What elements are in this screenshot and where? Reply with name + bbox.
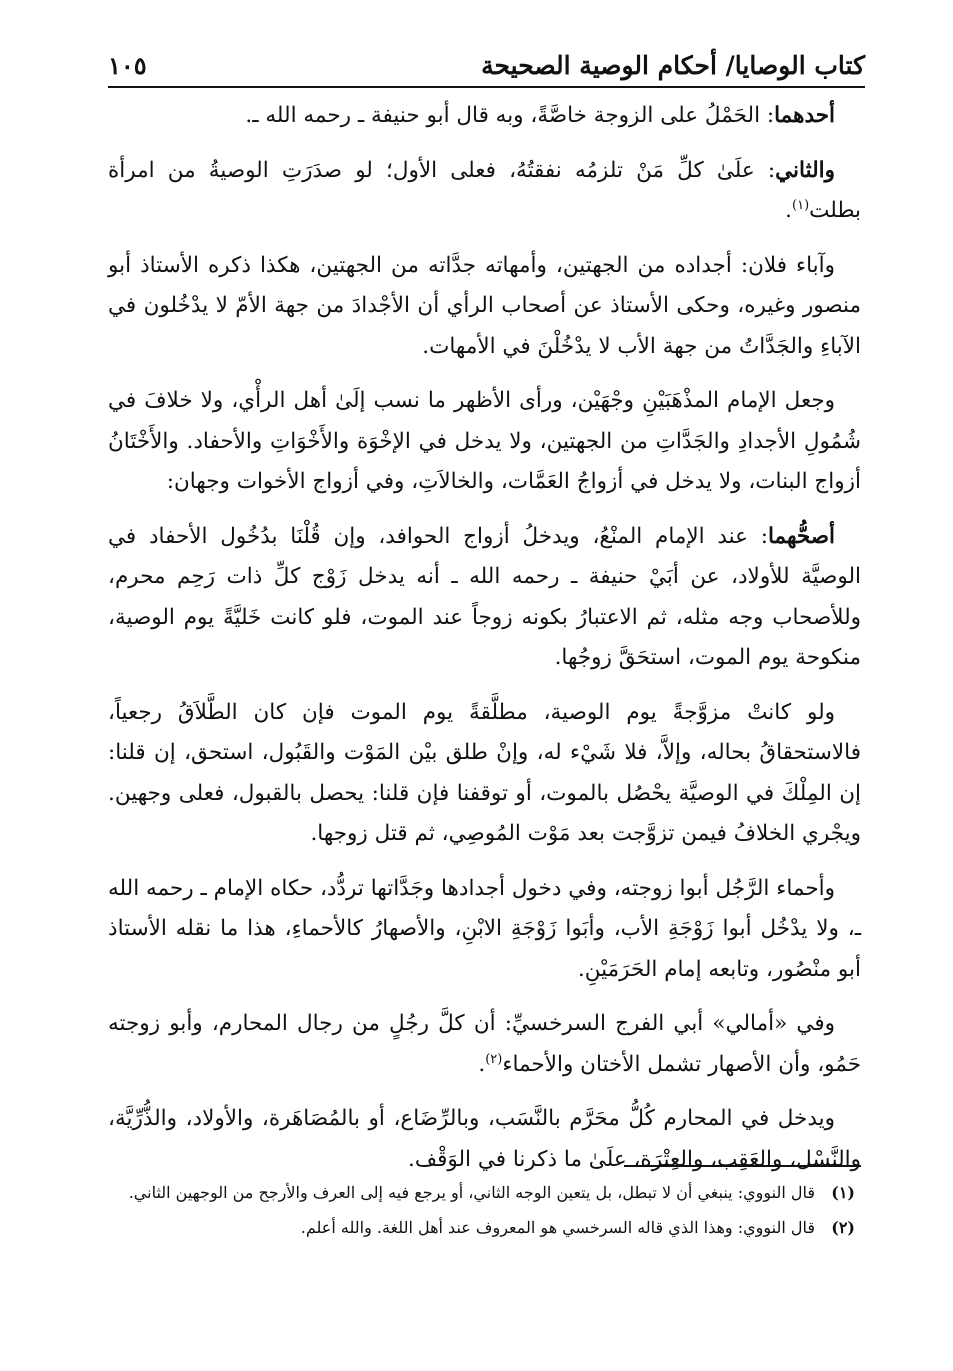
paragraph-4 bbox=[108, 381, 861, 503]
footnote-ref-1[interactable]: (١) bbox=[792, 197, 810, 213]
paragraph-end: . bbox=[785, 198, 792, 223]
paragraph-3 bbox=[108, 246, 861, 368]
header-title: كتاب الوصايا/ أحكام الوصية الصحيحة bbox=[481, 51, 865, 80]
paragraph-text: : عند الإمام المنْعُ، ويدخلُ أزواج الحوافد، وإن قُلْنَا بدُخُول الأحفاد في الوصيَّة للأولاد، عن أبَيْ حنيفة ـ رحمه الله ـ أنه يدخل زَوْج كلِّ ذات رَحِم محرم، وللأصحاب وجه مثله، ثم الاعتبارُ بكونه زوجاً عند الموت، فلو كانت خَليَّةً يوم الوصية، منكوحة يوم الموت، استحَقَّ زوجُها. bbox=[108, 523, 861, 670]
footnote-text: قال النووي: ينبغي أن لا تبطل، بل يتعين الوجه الثاني، أو يرجع فيه إلى العرف والأرجح من الوجهين الثاني. bbox=[128, 1183, 815, 1202]
paragraph-text: : علَىٰ كلِّ مَنْ تلزمُه نفقتُهُ، فعلى الأول؛ لو صدَرَتِ الوصيةُ من امرأة بطلت bbox=[108, 157, 861, 223]
footnote-ref-2[interactable]: (٢) bbox=[485, 1051, 503, 1067]
paragraph-8 bbox=[108, 1004, 861, 1085]
paragraph-5 bbox=[108, 517, 861, 679]
paragraph-lead: أحدهما bbox=[774, 103, 835, 128]
footnote-text: قال النووي: وهذا الذي قاله السرخسي هو المعروف عند أهل اللغة. والله أعلم. bbox=[300, 1218, 815, 1237]
paragraph-text: وآباء فلان: أجداده من الجهتين، وأمهاته جدَّاته من الجهتين، هكذا ذكره الأستاذ أبو منصور وغيره، وحكى الأستاذ عن أصحاب الرأي أن الأجْدادَ من جهة الأمّ لا يدْخُلون في الآباءِ والجَدَّاتُ من جهة الأب لا يدْخُلْنَ في الأمهات. bbox=[108, 252, 861, 359]
footnotes bbox=[108, 1176, 855, 1246]
paragraph-lead: أصحُّهما bbox=[768, 523, 835, 549]
running-header bbox=[108, 30, 865, 80]
paragraph-lead: والثاني bbox=[775, 157, 835, 183]
footnote-rule bbox=[624, 1165, 861, 1167]
footnote-2 bbox=[108, 1211, 855, 1244]
main-text bbox=[108, 96, 861, 1194]
paragraph-9 bbox=[108, 1099, 861, 1180]
footnote-number: (٢) bbox=[831, 1218, 855, 1237]
footnote-1 bbox=[108, 1176, 855, 1209]
paragraph-text: وفي «أمالي» أبي الفرج السرخسيِّ: أن كلَّ رجُلٍ من رجال المحارم، وأبو زوجته حَمُو، وأن الأصهار تشمل الأختان والأحماء bbox=[108, 1011, 861, 1077]
paragraph-text: ويدخل في المحارم كُلُّ محَرَّم بالنَّسَب، وبالرِّضَاع، أو بالمُصَاهَرة، والأولاد، والذُّرِّيَّة، والنَّسْل، والعَقِب، والعِتْرَة، علَىٰ ما ذكرنا في الوَقْف. bbox=[108, 1106, 861, 1172]
paragraph-text: : الحَمْلُ على الزوجة خاصَّةً، وبه قال أبو حنيفة ـ رحمه الله ـ. bbox=[245, 103, 775, 128]
paragraph-text: وأحماء الرَّجُل أبوا زوجته، وفي دخول أجدادها وجَدَّاتها تردُّد، حكاه الإمام ـ رحمه الله ـ، ولا يدْخُل أبوا زَوْجَةِ الأب، وأبَوا زَوْجَةِ الابْنِ، والأصهارُ كالأحماءِ، هذا ما نقله الأستاذ أبو منْصُور، وتابعه إمام الحَرَمَيْنِ. bbox=[108, 875, 861, 982]
paragraph-end: . bbox=[478, 1051, 486, 1077]
header-rule bbox=[108, 86, 865, 88]
paragraph-text: وجعل الإمام المذْهَبَيْنِ وجْهَيْن، ورأى الأظهر ما نسب إلَىٰ أهل الرأْي، ولا خلافَ في شُمُولِ الأجدادِ والجَدَّاتِ من الجهتين، ولا يدخل في الإخْوَة والأَخْوَاتِ والأحفاد. والأَخْتَانُ أزواج البنات، ولا يدخل في أزواجُ العَمَّات، والخالاَتِ، وفي أزواج الأخوات وجهان: bbox=[108, 388, 861, 494]
paragraph-1 bbox=[108, 96, 861, 137]
paragraph-6 bbox=[108, 693, 861, 855]
paragraph-7 bbox=[108, 869, 861, 991]
footnote-number: (١) bbox=[831, 1183, 855, 1202]
paragraph-2 bbox=[108, 151, 861, 232]
page-number: ١٠٥ bbox=[108, 51, 147, 80]
paragraph-text: ولو كانتْ مزوَّجةً يوم الوصية، مطلَّقةً يوم الموت فإن كان الطَّلاَقُ رجعياً، فالاستحقاقُ بحاله، وإلاَّ، فلا شَيْء له، وإنْ طلق بيْن المَوْت والقَبُول، استحق، إن قلنا: إن المِلْكَ في الوصيَّة يحْصُل بالموت، أو توقفنا فإن قلنا: يحصل بالقبول، فعلى وجهين. ويجْري الخلافُ فيمن تزوَّجت بعد مَوْت المُوصِي، ثم قتل زوجها. bbox=[108, 699, 861, 846]
